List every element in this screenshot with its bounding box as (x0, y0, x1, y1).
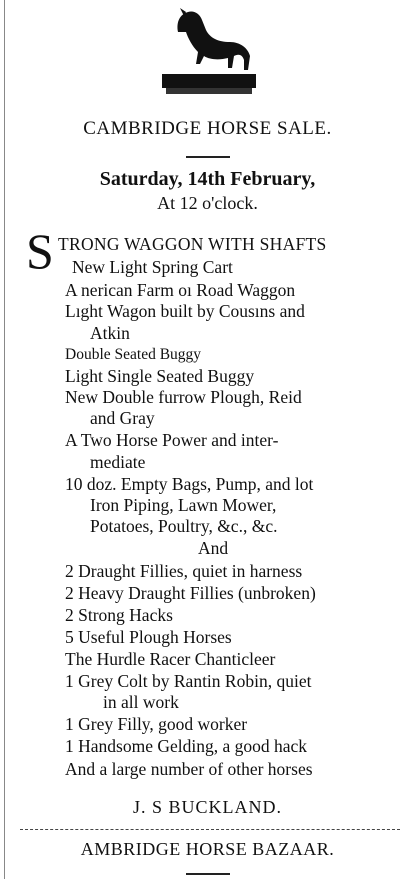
lot-item: The Hurdle Racer Chanticleer (65, 649, 276, 669)
lot-item: A Two Horse Power and inter- (65, 430, 279, 450)
lot-item-continued: Potatoes, Poultry, &c., &c. (90, 516, 278, 536)
lot-item: And a large number of other horses (65, 759, 313, 779)
lot-item-continued: Iron Piping, Lawn Mower, (90, 495, 277, 515)
lot-item: 2 Strong Hacks (65, 605, 173, 625)
lot-item: 10 doz. Empty Bags, Pump, and lot (65, 474, 314, 494)
sale-title: CAMBRIDGE HORSE SALE. (83, 118, 332, 139)
lot-item: Light Single Seated Buggy (65, 366, 255, 386)
short-divider (186, 156, 230, 158)
next-ad-title: AMBRIDGE HORSE BAZAAR. (80, 839, 335, 859)
horse-cut-image (160, 4, 258, 96)
short-divider (186, 873, 230, 875)
lot-item-continued: Atkin (90, 323, 130, 343)
lot-item-continued: and Gray (90, 408, 155, 428)
conjunction-and: And (198, 538, 229, 558)
lot-item: 2 Draught Fillies, quiet in harness (65, 561, 303, 581)
drop-cap: S (26, 223, 54, 279)
lot-item: A nerican Farm oı Road Waggon (65, 280, 296, 300)
lot-item-continued: mediate (90, 452, 146, 472)
lot-item: New Light Spring Cart (72, 257, 233, 277)
lot-item: New Double furrow Plough, Reid (65, 387, 302, 407)
sale-date: Saturday, 14th February, (99, 168, 316, 190)
lot-item: Lıght Wagon built by Cousıns and (65, 301, 305, 321)
auctioneer-name: J. S BUCKLAND. (132, 797, 283, 817)
lot-item: 5 Useful Plough Horses (65, 627, 232, 647)
lot-item: TRONG WAGGON WITH SHAFTS (58, 234, 327, 254)
lot-item: 1 Handsome Gelding, a good hack (65, 736, 308, 756)
lot-item-continued: in all work (103, 692, 179, 712)
lot-item: 2 Heavy Draught Fillies (unbroken) (65, 583, 316, 603)
lot-item: 1 Grey Filly, good worker (65, 714, 248, 734)
section-divider (20, 829, 400, 831)
lot-item: Double Seated Buggy (65, 346, 202, 363)
sale-time: At 12 o'clock. (157, 193, 258, 213)
lot-item: 1 Grey Colt by Rantin Robin, quiet (65, 671, 312, 691)
